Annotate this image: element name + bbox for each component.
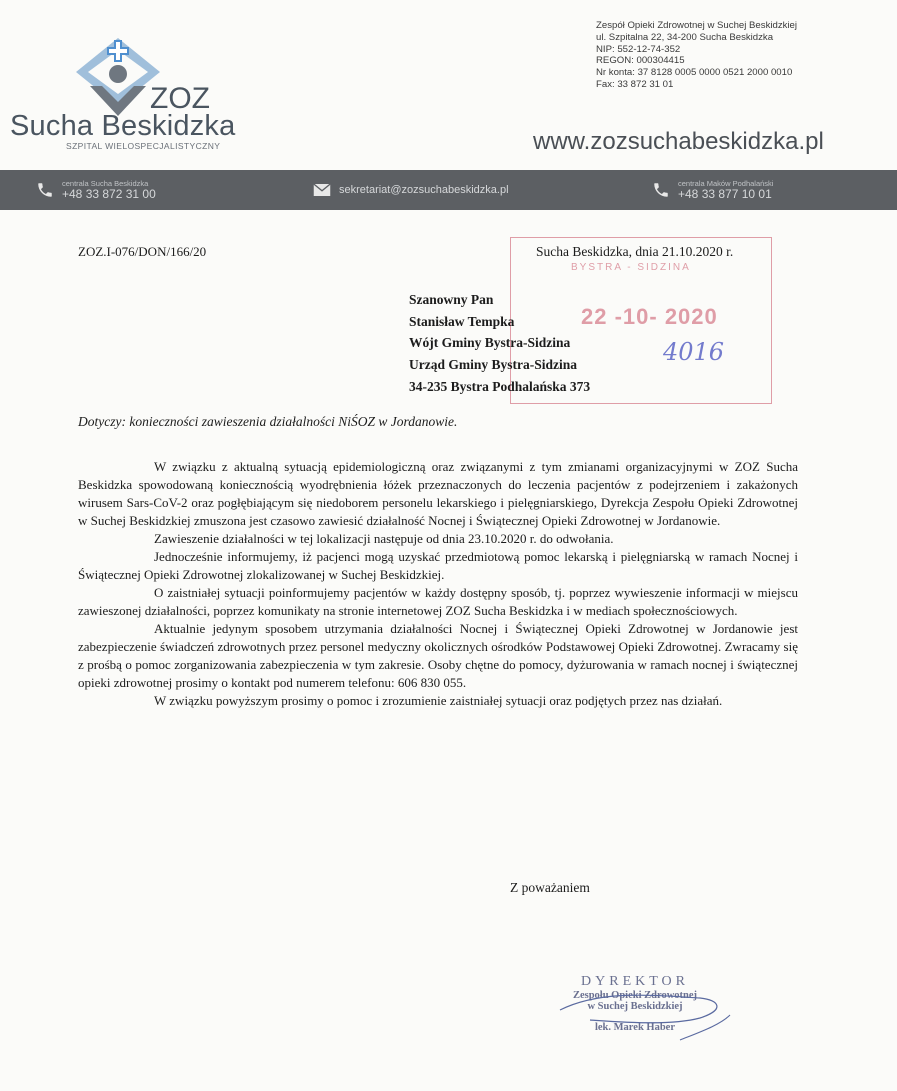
addressee-line: Wójt Gminy Bystra-Sidzina bbox=[409, 335, 571, 351]
phone-1-label: centrala Sucha Beskidzka bbox=[62, 179, 149, 188]
address-line: Fax: 33 872 31 01 bbox=[596, 78, 674, 90]
logo-zoz-text: ZOZ bbox=[150, 82, 210, 115]
org-subtitle: SZPITAL WIELOSPECJALISTYCZNY bbox=[66, 141, 221, 151]
address-line: ul. Szpitalna 22, 34-200 Sucha Beskidzka bbox=[596, 31, 774, 43]
phone-icon bbox=[36, 181, 54, 199]
contact-email[interactable] bbox=[313, 170, 509, 210]
director-org-line2: w Suchej Beskidzkiej bbox=[587, 1001, 683, 1012]
address-line: Nr konta: 37 8128 0005 0000 0521 2000 0010 bbox=[596, 67, 793, 79]
contact-phone-1[interactable] bbox=[36, 170, 156, 210]
body-paragraph: W związku powyższym prosimy o pomoc i zrozumienie zaistniałej sytuacji oraz podjętych przez nas działań. bbox=[154, 693, 723, 708]
letter-subject: Dotyczy: konieczności zawieszenia działalności NiŚOZ w Jordanowie. bbox=[78, 414, 458, 429]
email-address: sekretariat@zozsuchabeskidzka.pl bbox=[339, 184, 509, 196]
org-address-block bbox=[596, 20, 797, 91]
contact-bar bbox=[0, 170, 897, 210]
address-line: NIP: 552-12-74-352 bbox=[596, 43, 681, 55]
website-link[interactable]: www.zozsuchabeskidzka.pl bbox=[533, 128, 824, 155]
addressee-block bbox=[409, 289, 590, 398]
closing-salutation: Z poważaniem bbox=[510, 880, 590, 895]
stamp-number: 4016 bbox=[663, 338, 725, 366]
phone-icon bbox=[652, 181, 670, 199]
director-org-line1: Zespołu Opieki Zdrowotnej bbox=[572, 990, 698, 1001]
director-name: lek. Marek Haber bbox=[594, 1022, 675, 1033]
phone-2-number: +48 33 877 10 01 bbox=[678, 187, 772, 201]
addressee-line: Urząd Gminy Bystra-Sidzina bbox=[409, 357, 578, 373]
body-paragraph: Jednocześnie informujemy, iż pacjenci mogą uzyskać przedmiotową pomoc lekarską i pielęgniarską w ramach Nocnej i Świątecznej Opieki Zdrowotnej zlokalizowanej w Suchej Beskidzkiej. bbox=[78, 549, 798, 582]
addressee-line: Szanowny Pan bbox=[409, 292, 494, 307]
phone-2-label: centrala Maków Podhalański bbox=[678, 179, 774, 188]
body-paragraph: W związku z aktualną sytuacją epidemiologiczną oraz związanymi z tym zmianami organizacyjnymi w ZOZ Sucha Beskidzka spowodowaną koniecznością wyodrębnienia łóżek przeznaczonych do leczenia pacjentów z podejrzeniem i zakażonych wirusem Sars-CoV-2 oraz pogłębiającym się niedoborem personelu lekarskiego i pielęgniarskiego, Dyrekcja Zespołu Opieki Zdrowotnej w Suchej Beskidzkiej zmuszona jest czasowo zawiesić działalność Nocnej i Świątecznej Opieki Zdrowotnej w Jordanowie. bbox=[78, 459, 798, 528]
address-line: Zespół Opieki Zdrowotnej w Suchej Beskidzkiej bbox=[596, 20, 798, 31]
org-name: Sucha Beskidzka bbox=[10, 110, 236, 142]
director-stamp bbox=[530, 970, 740, 1060]
director-title: DYREKTOR bbox=[581, 974, 689, 989]
stamp-date: 22 -10- 2020 bbox=[581, 304, 718, 329]
addressee-line: Stanisław Tempka bbox=[409, 313, 515, 329]
signature-icon bbox=[530, 970, 740, 1060]
addressee-line: 34-235 Bystra Podhalańska 373 bbox=[409, 378, 591, 394]
phone-1-number: +48 33 872 31 00 bbox=[62, 187, 156, 201]
envelope-icon bbox=[313, 183, 331, 197]
body-paragraph: Zawieszenie działalności w tej lokalizacji następuje od dnia 23.10.2020 r. do odwołania. bbox=[154, 531, 614, 546]
letter-body bbox=[78, 458, 798, 710]
stamp-office: BYSTRA - SIDZINA bbox=[571, 262, 691, 273]
contact-phone-2[interactable] bbox=[652, 170, 773, 210]
body-paragraph: O zaistniałej sytuacji poinformujemy pacjentów w każdy dostępny sposób, tj. poprzez wywieszenie informacji w miejscu zawieszonej działalności, poprzez komunikaty na stronie internetowej ZOZ Sucha Beskidzka i w mediach społecznościowych. bbox=[78, 585, 798, 618]
letter-date: Sucha Beskidzka, dnia 21.10.2020 r. bbox=[536, 244, 734, 259]
body-paragraph: Aktualnie jedynym sposobem utrzymania działalności Nocnej i Świątecznej Opieki Zdrowotnej w Jordanowie jest zabezpieczenie świadczeń zdrowotnych przez personel medyczny okolicznych ośrodków Podstawowej Opieki Zdrowotnej. Zwracamy się z prośbą o pomoc zorganizowania zabezpieczenia w tym zakresie. Osoby chętne do pomocy, dyżurowania w ramach nocnej i świątecznej opieki zdrowotnej prosimy o kontakt pod numerem telefonu: 606 830 055. bbox=[78, 621, 798, 690]
reference-number: ZOZ.I-076/DON/166/20 bbox=[78, 244, 207, 259]
address-line: REGON: 000304415 bbox=[596, 55, 685, 67]
